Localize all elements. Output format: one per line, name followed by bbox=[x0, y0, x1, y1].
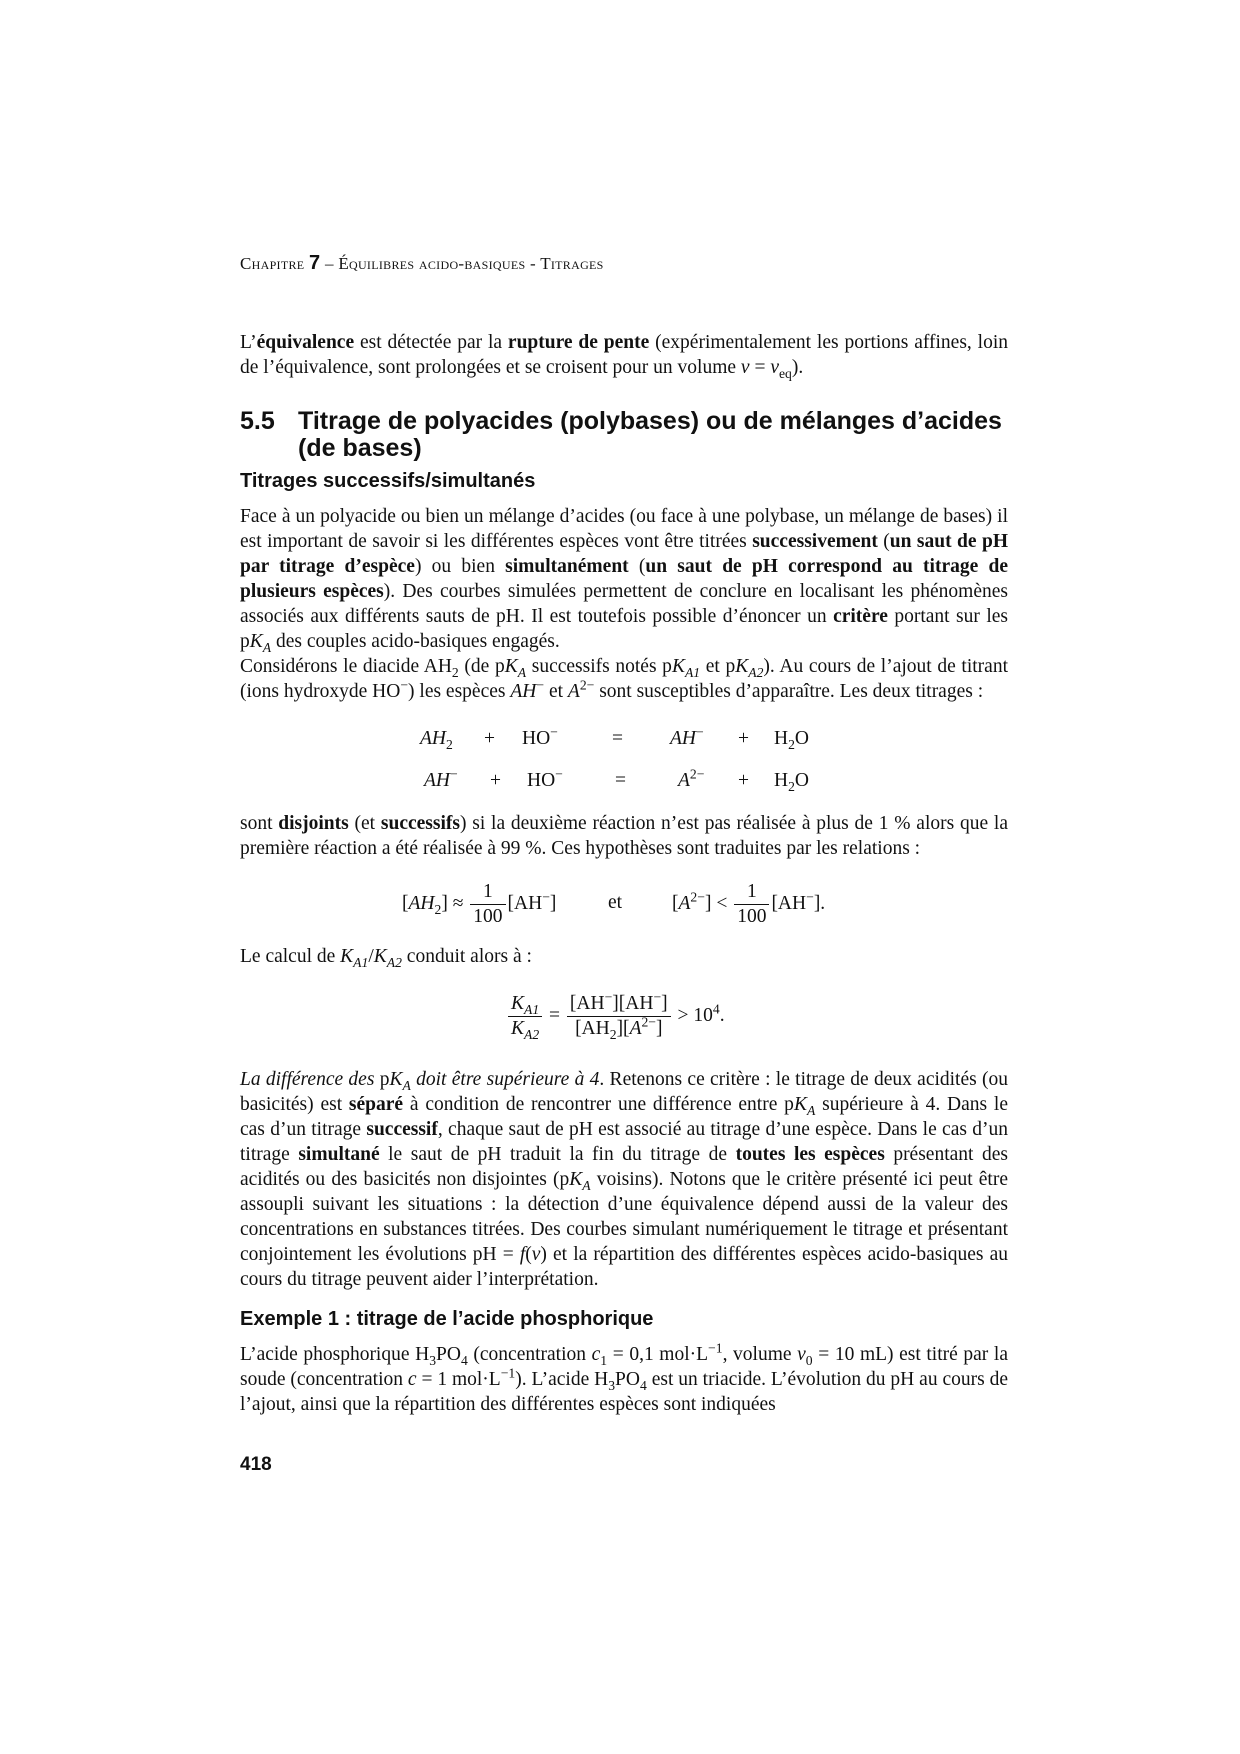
intro-paragraph bbox=[240, 330, 1008, 380]
text: = 10 mL) est titré par la soude (concentration bbox=[240, 1344, 1008, 1390]
denominator bbox=[508, 1017, 542, 1041]
bold-term: successif bbox=[366, 1119, 438, 1140]
bold-term: toutes les espèces bbox=[735, 1144, 885, 1165]
text: PO bbox=[615, 1369, 640, 1390]
bold-term: critère bbox=[833, 606, 888, 627]
text: = 0,1 mol·L bbox=[607, 1344, 709, 1365]
math-var: c bbox=[407, 1369, 417, 1390]
species: [AH bbox=[569, 993, 605, 1014]
text: et p bbox=[700, 656, 736, 677]
species: ][AH bbox=[612, 993, 654, 1014]
text: voisins). Notons que le critère présenté ici peut être assoupli suivant les situations : la détection d’une équivalence dépend aussi de la valeur des concentrations en substances titrées. Des courbes simulant numériquement le titrage et présentant conjointement les évolutions pH = bbox=[240, 1169, 1008, 1265]
species: HO bbox=[522, 728, 551, 749]
section-number: 5.5 bbox=[240, 407, 275, 435]
species: A bbox=[678, 770, 690, 791]
bracket: ] bbox=[441, 892, 448, 914]
species: [AH bbox=[575, 1018, 610, 1039]
species: H bbox=[774, 770, 789, 791]
bold-term: disjoints bbox=[278, 813, 349, 834]
page-number: 418 bbox=[240, 1454, 272, 1475]
bold-term: un saut de pH par titrage d’espèce bbox=[240, 531, 1008, 577]
bold-term: simultané bbox=[298, 1144, 380, 1165]
subsection-heading: Titrages successifs/simultanés bbox=[240, 470, 536, 492]
math-sup: − bbox=[653, 989, 662, 1005]
text: , volume bbox=[722, 1344, 798, 1365]
math-var: K bbox=[511, 993, 525, 1014]
paragraph-calcul bbox=[240, 944, 1008, 969]
text: ) si la deuxième réaction n’est pas réalisée à plus de 1 % alors que la première réaction a été réalisée à 99 %. Ces hypothèses sont traduites par les relations : bbox=[240, 813, 1008, 859]
ka-fraction bbox=[508, 992, 542, 1041]
text: ( bbox=[877, 531, 890, 552]
numerator bbox=[508, 992, 542, 1017]
math-var: K bbox=[389, 1069, 403, 1090]
text: ( bbox=[628, 556, 646, 577]
math-var: f bbox=[519, 1244, 526, 1265]
denominator: 100 bbox=[473, 906, 503, 927]
text: ) et la répartition des différentes espèces acido-basiques au cours du titrage peuvent aider l’interprétation. bbox=[240, 1244, 1008, 1290]
text: présentant des acidités ou des basicités non disjointes (p bbox=[240, 1144, 1008, 1190]
text: ). Des courbes simulées permettent de conclure en localisant les phénomènes associés aux différents sauts de pH. Il est toutefois possible d’énoncer un bbox=[240, 581, 1008, 627]
concentration-fraction bbox=[567, 989, 671, 1042]
math-var: K bbox=[793, 1094, 807, 1115]
math-sub: A bbox=[806, 1102, 816, 1118]
equals-sign: = bbox=[615, 770, 626, 791]
chapter-title: Équilibres acido-basiques - Titrages bbox=[338, 254, 604, 273]
text: ) les espèces bbox=[408, 681, 511, 702]
text: sont susceptibles d’apparaître. Les deux titrages : bbox=[594, 681, 984, 702]
relation-right bbox=[672, 880, 825, 929]
paragraph-difference bbox=[240, 1067, 1008, 1292]
species: HO bbox=[527, 770, 556, 791]
text: Face à un polyacide ou bien un mélange d’acides (ou face à une polybase, un mélange de bases) il est important de savoir si les différentes espèces vont être titrées bbox=[240, 506, 1008, 552]
text: conduit alors à : bbox=[401, 946, 532, 967]
bold-term: équivalence bbox=[256, 332, 355, 353]
plus-sign: + bbox=[484, 728, 495, 749]
math-sub: 2 bbox=[446, 736, 453, 752]
text: p bbox=[374, 1069, 390, 1090]
period: . bbox=[719, 1004, 725, 1026]
ratio-equation bbox=[506, 989, 725, 1042]
section-heading bbox=[240, 408, 1020, 462]
species: O bbox=[794, 728, 810, 749]
numerator bbox=[567, 989, 671, 1017]
italic-text: doit être supérieure à 4 bbox=[410, 1069, 600, 1090]
math-sup: − bbox=[696, 724, 704, 740]
math-sup: − bbox=[806, 889, 814, 905]
math-sup: −1 bbox=[500, 1365, 516, 1381]
approx-sign: ≈ bbox=[447, 892, 469, 914]
math-sub: 1 bbox=[600, 1352, 608, 1368]
math-sub: 2 bbox=[434, 901, 442, 917]
math-sup: − bbox=[450, 766, 458, 782]
text: le saut de pH traduit la fin du titrage de bbox=[379, 1144, 736, 1165]
math-sub: A bbox=[517, 664, 527, 680]
less-than-sign: < bbox=[711, 892, 733, 914]
math-sup: − bbox=[400, 677, 409, 693]
text: L’ bbox=[240, 332, 257, 353]
chapter-word: Chapitre bbox=[240, 254, 305, 273]
fraction bbox=[734, 880, 769, 929]
math-sup: − bbox=[555, 766, 563, 782]
plus-sign: + bbox=[738, 728, 749, 749]
running-head bbox=[240, 252, 604, 275]
text: L’acide phosphorique H bbox=[240, 1344, 430, 1365]
chapter-separator: – bbox=[320, 254, 339, 273]
text: , chaque saut de pH est associé au titrage d’une espèce. Dans le cas d’un titrage bbox=[240, 1119, 1008, 1165]
math-var: K bbox=[504, 656, 518, 677]
species: A bbox=[678, 892, 691, 914]
bracket: ] bbox=[656, 1018, 663, 1039]
math-sub: 2 bbox=[788, 778, 795, 794]
paragraph-face bbox=[240, 504, 1008, 654]
text: ( bbox=[525, 1244, 532, 1265]
math-sub: A bbox=[582, 1177, 591, 1193]
text: à condition de rencontrer une différence entre p bbox=[403, 1094, 794, 1115]
math-sub: A1 bbox=[524, 1001, 540, 1017]
plus-sign: + bbox=[490, 770, 501, 791]
math-sub: 3 bbox=[608, 1377, 616, 1393]
math-sub: A1 bbox=[353, 954, 369, 970]
text: supérieure à 4. Dans le cas d’un titrage bbox=[240, 1094, 1008, 1140]
bold-term: séparé bbox=[348, 1094, 404, 1115]
species: H bbox=[774, 728, 789, 749]
bold-term: successivement bbox=[752, 531, 878, 552]
math-var: K bbox=[340, 946, 354, 967]
text: portant sur les p bbox=[240, 606, 1008, 652]
math-sup: − bbox=[542, 889, 550, 905]
text: est un triacide. L’évolution du pH au cours de l’ajout, ainsi que la répartition des différentes espèces sont indiquées bbox=[240, 1369, 1008, 1415]
text: et bbox=[544, 681, 568, 702]
species: [AH bbox=[771, 892, 807, 914]
text: (et bbox=[348, 813, 381, 834]
math-sub: A bbox=[402, 1077, 411, 1093]
math-sup: − bbox=[550, 724, 558, 740]
math-var: K bbox=[569, 1169, 583, 1190]
text: Considérons le diacide AH bbox=[240, 656, 452, 677]
math-sub: A2 bbox=[524, 1026, 540, 1042]
bracket: [ bbox=[402, 892, 409, 914]
math-op: = bbox=[749, 357, 771, 378]
math-var: K bbox=[735, 656, 749, 677]
math-var: K bbox=[249, 631, 263, 652]
math-sub: 3 bbox=[429, 1352, 437, 1368]
paragraph-consider bbox=[240, 654, 1008, 704]
math-sub: A bbox=[262, 639, 272, 655]
math-var: v bbox=[797, 1344, 806, 1365]
math-op: / bbox=[368, 946, 374, 967]
italic-text: La différence des bbox=[240, 1069, 375, 1090]
bold-term: un saut de pH correspond au titrage de plusieurs espèces bbox=[240, 556, 1008, 602]
paragraph-disjoint bbox=[240, 811, 1008, 861]
text: PO bbox=[436, 1344, 461, 1365]
species: [AH bbox=[507, 892, 543, 914]
bold-term: successifs bbox=[380, 813, 460, 834]
text: ). L’acide H bbox=[515, 1369, 609, 1390]
math-var: AH bbox=[510, 681, 537, 702]
math-sub: 2 bbox=[788, 736, 795, 752]
math-var: v bbox=[531, 1244, 541, 1265]
equals-sign: = bbox=[612, 728, 623, 749]
math-var: v bbox=[770, 357, 779, 378]
text: successifs notés p bbox=[526, 656, 672, 677]
math-sub: 2 bbox=[609, 1026, 617, 1042]
species: AH bbox=[408, 892, 435, 914]
bold-term: simultanément bbox=[505, 556, 629, 577]
math-var: K bbox=[373, 946, 387, 967]
bracket: ] bbox=[704, 892, 712, 914]
math-sup: −1 bbox=[708, 1340, 723, 1356]
bracket: ][ bbox=[616, 1018, 630, 1039]
math-sup: 2− bbox=[579, 677, 595, 693]
math-sub: 0 bbox=[805, 1352, 813, 1368]
text: (de p bbox=[458, 656, 505, 677]
math-sup: 2− bbox=[689, 766, 705, 782]
math-sup: − bbox=[604, 989, 613, 1005]
greater-than: > 10 bbox=[672, 1004, 713, 1026]
denominator bbox=[567, 1014, 671, 1042]
denominator: 100 bbox=[737, 906, 767, 927]
bracket: ]. bbox=[813, 892, 826, 914]
math-sup: − bbox=[536, 677, 545, 693]
species: AH bbox=[424, 770, 450, 791]
math-var: K bbox=[511, 1018, 525, 1039]
bracket: ] bbox=[549, 892, 557, 914]
math-var: K bbox=[671, 656, 685, 677]
text: (concentration bbox=[467, 1344, 592, 1365]
text: ) ou bien bbox=[414, 556, 506, 577]
math-sup: 2− bbox=[690, 889, 705, 905]
bracket: [ bbox=[672, 892, 679, 914]
math-var: A bbox=[567, 681, 580, 702]
species: O bbox=[794, 770, 810, 791]
math-sup: 2− bbox=[641, 1014, 656, 1030]
math-sub: 2 bbox=[451, 664, 459, 680]
math-sub: A1 bbox=[684, 664, 701, 680]
bold-term: rupture de pente bbox=[507, 332, 650, 353]
relation-left bbox=[402, 880, 556, 929]
species: A bbox=[629, 1018, 642, 1039]
math-sup: 4 bbox=[712, 1001, 720, 1017]
text: Le calcul de bbox=[240, 946, 341, 967]
text: (expérimentalement les portions affines, loin de l’équivalence, sont prolongées et se croisent pour un volume bbox=[240, 332, 1008, 378]
text: sont bbox=[240, 813, 279, 834]
text: est détectée par la bbox=[354, 332, 508, 353]
math-sub: A2 bbox=[386, 954, 402, 970]
equals-sign: = bbox=[544, 1004, 565, 1026]
numerator: 1 bbox=[734, 880, 769, 905]
math-sub: A2 bbox=[748, 664, 764, 680]
text: = 1 mol·L bbox=[416, 1369, 501, 1390]
math-var: v bbox=[740, 357, 750, 378]
section-title: Titrage de polyacides (polybases) ou de mélanges d’acides (de bases) bbox=[298, 407, 1002, 462]
paragraph-example bbox=[240, 1342, 1008, 1417]
text: . Retenons ce critère : le titrage de deux acidités (ou basicités) est bbox=[240, 1069, 1009, 1115]
example-heading: Exemple 1 : titrage de l’acide phosphorique bbox=[240, 1308, 654, 1330]
fraction bbox=[470, 880, 505, 929]
math-var: c bbox=[591, 1344, 601, 1365]
plus-sign: + bbox=[738, 770, 749, 791]
text: ). Au cours de l’ajout de titrant (ions hydroxyde HO bbox=[240, 656, 1008, 702]
math-sub: eq bbox=[778, 365, 792, 381]
math-sub: 4 bbox=[460, 1352, 468, 1368]
chapter-number: 7 bbox=[308, 252, 321, 274]
species: AH bbox=[670, 728, 696, 749]
bracket: ] bbox=[661, 993, 668, 1014]
text: des couples acido-basiques engagés. bbox=[271, 631, 560, 652]
species: AH bbox=[420, 728, 446, 749]
numerator: 1 bbox=[470, 880, 505, 905]
math-sub: 4 bbox=[639, 1377, 647, 1393]
text: ). bbox=[791, 357, 804, 378]
relation-et: et bbox=[608, 892, 623, 913]
